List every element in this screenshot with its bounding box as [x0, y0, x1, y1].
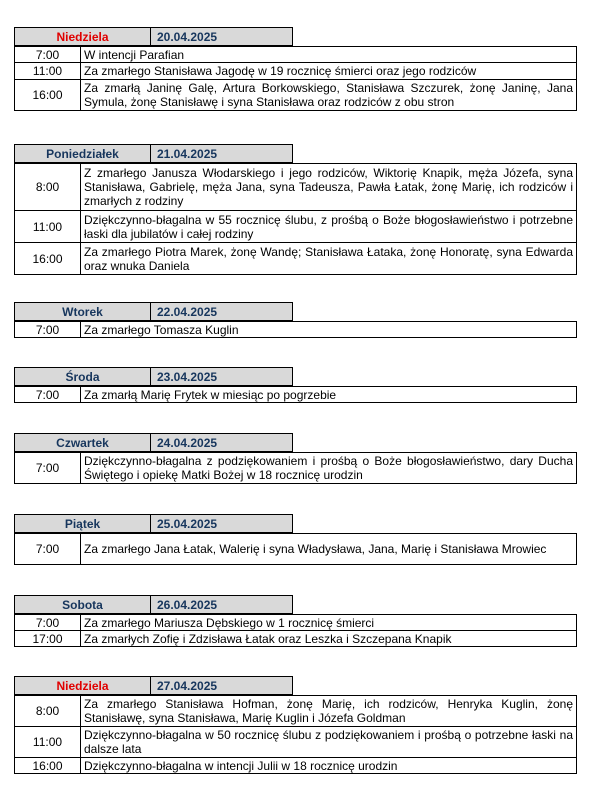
day-block [14, 433, 577, 484]
day-date: 20.04.2025 [151, 27, 293, 46]
mass-time: 11:00 [15, 727, 81, 758]
day-date: 21.04.2025 [151, 144, 293, 163]
day-block [14, 27, 577, 111]
mass-intention: Za zmarłą Janinę Galę, Artura Borkowskiego, Stanisława Szczurek, żonę Janinę, Jana Symula, żonę Stanisławę i syna Stanisława oraz rodziców z obu stron [81, 80, 577, 111]
day-name: Środa [14, 367, 151, 386]
table-row [15, 727, 577, 758]
table-row [15, 534, 577, 565]
mass-intention: Za zmarłego Jana Łatak, Walerię i syna Władysława, Jana, Marię i Stanisława Mrowiec [81, 534, 577, 565]
mass-time: 16:00 [15, 758, 81, 774]
mass-intention: Za zmarłego Stanisława Hofman, żonę Marię, ich rodziców, Henryka Kuglin, żonę Stanisławę, syna Stanisława, Marię Kuglin i Józefa Goldman [81, 696, 577, 727]
table-row [15, 631, 577, 647]
mass-intention: W intencji Parafian [81, 47, 577, 63]
mass-intention: Dziękczynno-błagalna w 55 rocznicę ślubu, z prośbą o Boże błogosławieństwo i potrzebne łaski dla jubilatów i całej rodziny [81, 211, 577, 243]
mass-time: 7:00 [15, 534, 81, 565]
intentions-table [14, 533, 577, 565]
day-block [14, 595, 577, 647]
day-date: 26.04.2025 [151, 595, 293, 614]
day-block [14, 144, 577, 275]
intentions-table [14, 46, 577, 111]
mass-time: 17:00 [15, 631, 81, 647]
intentions-table [14, 321, 577, 338]
day-header [14, 144, 577, 163]
day-date: 23.04.2025 [151, 367, 293, 386]
mass-intention: Dziękczynno-błagalna z podziękowaniem i prośbą o Boże błogosławieństwo, dary Ducha Świętego i opiekę Matki Bożej w 18 rocznicę urodzin [81, 453, 577, 484]
table-row [15, 80, 577, 111]
table-row [15, 63, 577, 80]
day-block [14, 676, 577, 774]
day-name: Niedziela [14, 27, 151, 46]
table-row [15, 322, 577, 338]
day-name: Piątek [14, 514, 151, 533]
day-name: Czwartek [14, 433, 151, 452]
day-name: Wtorek [14, 302, 151, 321]
day-header [14, 433, 577, 452]
day-block [14, 302, 577, 338]
mass-time: 11:00 [15, 63, 81, 80]
mass-time: 7:00 [15, 47, 81, 63]
day-date: 25.04.2025 [151, 514, 293, 533]
mass-intention: Za zmarłego Tomasza Kuglin [81, 322, 577, 338]
day-block [14, 367, 577, 403]
day-header [14, 595, 577, 614]
mass-time: 7:00 [15, 615, 81, 631]
mass-time: 7:00 [15, 453, 81, 484]
day-header [14, 676, 577, 695]
intentions-table [14, 386, 577, 403]
day-name: Sobota [14, 595, 151, 614]
table-row [15, 387, 577, 403]
day-header [14, 302, 577, 321]
table-row [15, 758, 577, 774]
mass-time: 7:00 [15, 387, 81, 403]
table-row [15, 696, 577, 727]
day-name: Niedziela [14, 676, 151, 695]
mass-time: 16:00 [15, 243, 81, 275]
day-date: 24.04.2025 [151, 433, 293, 452]
day-block [14, 514, 577, 565]
intentions-table [14, 695, 577, 774]
day-header [14, 367, 577, 386]
intentions-table [14, 452, 577, 484]
mass-time: 11:00 [15, 211, 81, 243]
mass-time: 16:00 [15, 80, 81, 111]
intentions-table [14, 163, 577, 275]
day-date: 27.04.2025 [151, 676, 293, 695]
table-row [15, 243, 577, 275]
day-name: Poniedziałek [14, 144, 151, 163]
mass-intention: Z zmarłego Janusza Włodarskiego i jego rodziców, Wiktorię Knapik, męża Józefa, syna Stanisława, Gabrielę, męża Jana, syna Tadeusza, Pawła Łatak, żonę Marię, ich rodziców i zmarłych z rodziny [81, 164, 577, 211]
mass-time: 8:00 [15, 164, 81, 211]
table-row [15, 47, 577, 63]
mass-intention: Dziękczynno-błagalna w intencji Julii w 18 rocznicę urodzin [81, 758, 577, 774]
table-row [15, 453, 577, 484]
table-row [15, 211, 577, 243]
day-header [14, 514, 577, 533]
mass-intention: Za zmarłego Mariusza Dębskiego w 1 rocznicę śmierci [81, 615, 577, 631]
mass-intention: Za zmarłego Stanisława Jagodę w 19 rocznicę śmierci oraz jego rodziców [81, 63, 577, 80]
mass-intention: Za zmarłych Zofię i Zdzisława Łatak oraz Leszka i Szczepana Knapik [81, 631, 577, 647]
day-date: 22.04.2025 [151, 302, 293, 321]
table-row [15, 164, 577, 211]
table-row [15, 615, 577, 631]
mass-intention: Dziękczynno-błagalna w 50 rocznicę ślubu z podziękowaniem i prośbą o potrzebne łaski na dalsze lata [81, 727, 577, 758]
day-header [14, 27, 577, 46]
mass-intention: Za zmarłego Piotra Marek, żonę Wandę; Stanisława Łataka, żonę Honoratę, syna Edwarda oraz wnuka Daniela [81, 243, 577, 275]
intentions-table [14, 614, 577, 647]
mass-time: 7:00 [15, 322, 81, 338]
mass-time: 8:00 [15, 696, 81, 727]
mass-intention: Za zmarłą Marię Frytek w miesiąc po pogrzebie [81, 387, 577, 403]
